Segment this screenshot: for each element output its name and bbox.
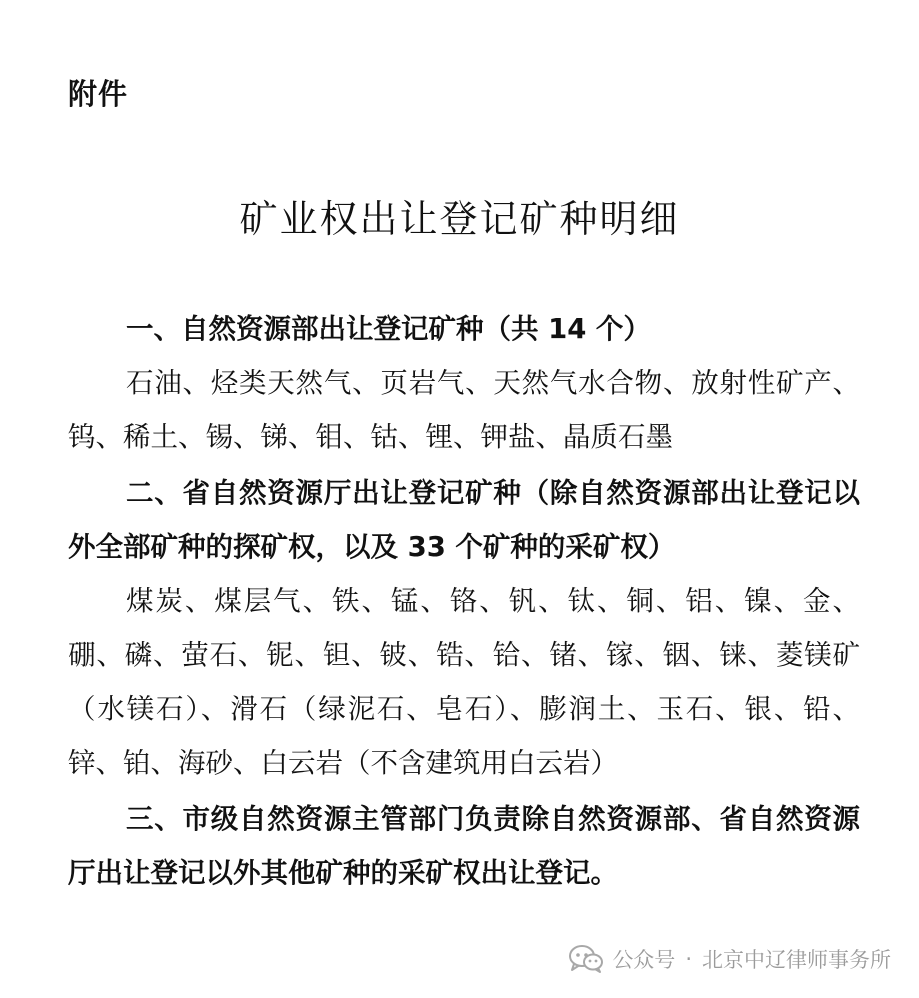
section-1-heading: 一、自然资源部出让登记矿种（共 14 个）	[126, 313, 651, 345]
wechat-icon	[568, 944, 604, 974]
watermark-separator: ·	[685, 947, 692, 971]
watermark-account: 北京中辽律师事务所	[702, 948, 891, 972]
section-2-heading: 二、省自然资源厅出让登记矿种（除自然资源部出让登记以外全部矿种的探矿权，以及 33 个矿种的采矿权）	[68, 477, 860, 563]
section-3-heading: 三、市级自然资源主管部门负责除自然资源部、省自然资源厅出让登记以外其他矿种的采矿权出让登记。	[68, 803, 860, 889]
watermark-prefix: 公众号	[612, 948, 676, 972]
document-title: 矿业权出让登记矿种明细	[239, 197, 680, 241]
section-1-content: 石油、烃类天然气、页岩气、天然气水合物、放射性矿产、钨、稀土、锡、锑、钼、钴、锂、钾盐、晶质石墨	[68, 367, 860, 453]
attachment-label: 附件	[68, 77, 129, 111]
wechat-watermark	[568, 944, 891, 974]
section-2-content: 煤炭、煤层气、铁、锰、铬、钒、钛、铜、铝、镍、金、硼、磷、萤石、铌、钽、铍、锆、铪、锗、镓、铟、铼、菱镁矿（水镁石）、滑石（绿泥石、皂石）、膨润土、玉石、银、铅、锌、铂、海砂、白云岩（不含建筑用白云岩）	[68, 585, 860, 779]
